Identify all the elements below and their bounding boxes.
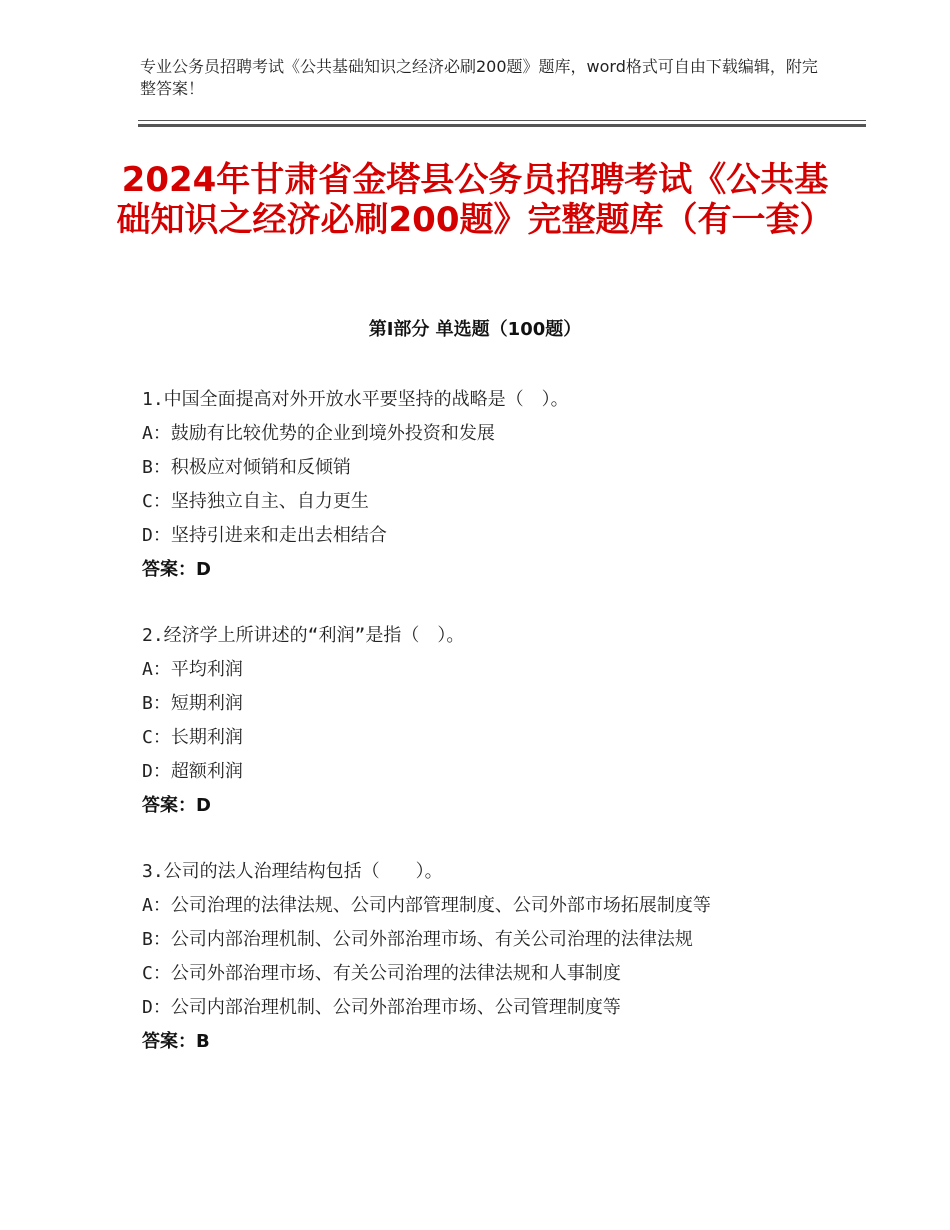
option-d: D：超额利润 xyxy=(142,761,243,782)
option-a: A：平均利润 xyxy=(142,659,243,680)
option-d: D：公司内部治理机制、公司外部治理市场、公司管理制度等 xyxy=(142,997,621,1018)
header-divider-thin xyxy=(138,120,866,121)
option-c: C：长期利润 xyxy=(142,727,243,748)
question-stem: 2.经济学上所讲述的“利润”是指（ ）。 xyxy=(142,625,465,646)
option-d: D：坚持引进来和走出去相结合 xyxy=(142,525,387,546)
option-a: A：鼓励有比较优势的企业到境外投资和发展 xyxy=(142,423,495,444)
option-b: B：积极应对倾销和反倾销 xyxy=(142,457,351,478)
option-c: C：坚持独立自主、自力更生 xyxy=(142,491,369,512)
header-divider-thick xyxy=(138,124,866,127)
answer: 答案：D xyxy=(142,559,211,580)
answer: 答案：B xyxy=(142,1031,210,1052)
question-stem: 1.中国全面提高对外开放水平要坚持的战略是（ ）。 xyxy=(142,389,569,410)
question-list xyxy=(142,383,812,1091)
header-note: 专业公务员招聘考试《公共基础知识之经济必刷200题》题库，word格式可自由下载编辑，附完整答案！ xyxy=(140,57,818,98)
answer: 答案：D xyxy=(142,795,211,816)
option-b: B：短期利润 xyxy=(142,693,243,714)
option-b: B：公司内部治理机制、公司外部治理市场、有关公司治理的法律法规 xyxy=(142,929,693,950)
question-stem: 3.公司的法人治理结构包括（ ）。 xyxy=(142,861,443,882)
section-heading: 第Ⅰ部分 单选题（100题） xyxy=(368,319,582,340)
question-3 xyxy=(142,855,812,1059)
question-2 xyxy=(142,619,812,823)
document-title: 2024年甘肃省金塔县公务员招聘考试《公共基础知识之经济必刷200题》完整题库（有一套） xyxy=(116,160,834,240)
question-1 xyxy=(142,383,812,587)
option-c: C：公司外部治理市场、有关公司治理的法律法规和人事制度 xyxy=(142,963,621,984)
option-a: A：公司治理的法律法规、公司内部管理制度、公司外部市场拓展制度等 xyxy=(142,895,711,916)
